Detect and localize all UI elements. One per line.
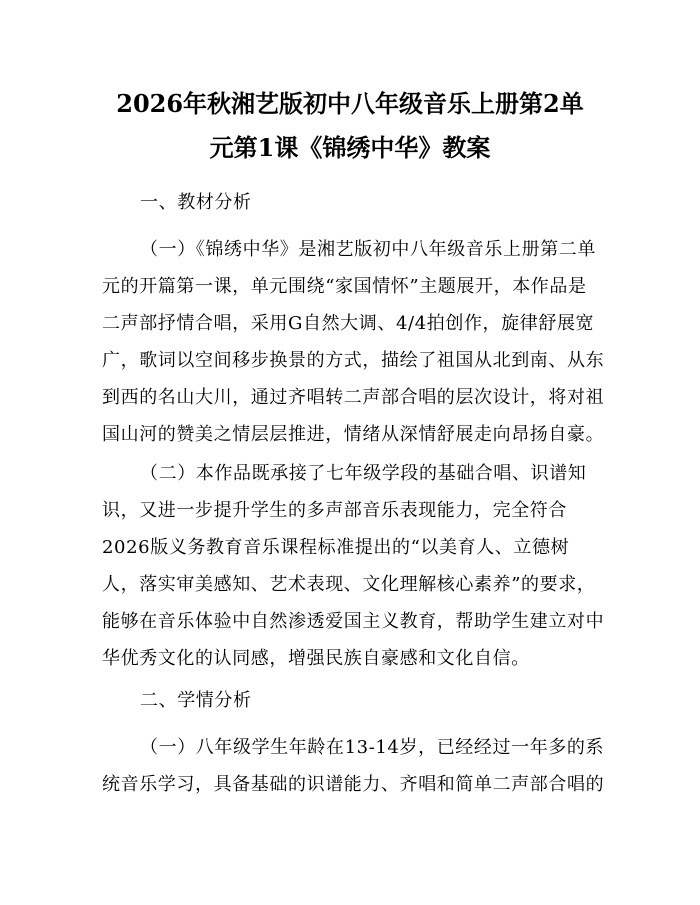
paragraph-line: 广，歌词以空间移步换景的方式，描绘了祖国从北到南、从东 xyxy=(102,350,605,371)
document-title-line-2: 元第1课《锦绣中华》教案 xyxy=(209,133,491,162)
paragraph-line: （二）本作品既承接了七年级学段的基础合唱、识谱知 xyxy=(140,463,587,484)
paragraph-line: 2026版义务教育音乐课程标准提出的“以美育人、立德树 xyxy=(102,537,570,558)
document-title-line-1: 2026年秋湘艺版初中八年级音乐上册第2单 xyxy=(116,89,584,118)
paragraph-line: 到西的名山大川，通过齐唱转二声部合唱的层次设计，将对祖 xyxy=(102,387,605,408)
paragraph-line: 能够在音乐体验中自然渗透爱国主义教育，帮助学生建立对中 xyxy=(102,611,605,632)
paragraph-line: 二声部抒情合唱，采用G自然大调、4/4拍创作，旋律舒展宽 xyxy=(102,313,595,334)
paragraph-line: （一）八年级学生年龄在13-14岁，已经经过一年多的系 xyxy=(140,737,605,758)
paragraph-line: 人，落实审美感知、艺术表现、文化理解核心素养”的要求， xyxy=(102,574,596,595)
paragraph-line: （一）《锦绣中华》是湘艺版初中八年级音乐上册第二单 xyxy=(140,239,596,260)
section-heading-textbook-analysis: 一、教材分析 xyxy=(140,192,252,213)
paragraph-line: 华优秀文化的认同感，增强民族自豪感和文化自信。 xyxy=(102,648,530,669)
section-heading-learner-analysis: 二、学情分析 xyxy=(140,690,252,711)
paragraph-line: 统音乐学习，具备基础的识谱能力、齐唱和简单二声部合唱的 xyxy=(102,774,605,795)
paragraph-line: 识，又进一步提升学生的多声部音乐表现能力，完全符合 xyxy=(102,500,567,521)
paragraph-line: 国山河的赞美之情层层推进，情绪从深情舒展走向昂扬自豪。 xyxy=(102,424,605,445)
paragraph-line: 元的开篇第一课，单元围绕“家国情怀”主题展开，本作品是 xyxy=(102,276,587,297)
